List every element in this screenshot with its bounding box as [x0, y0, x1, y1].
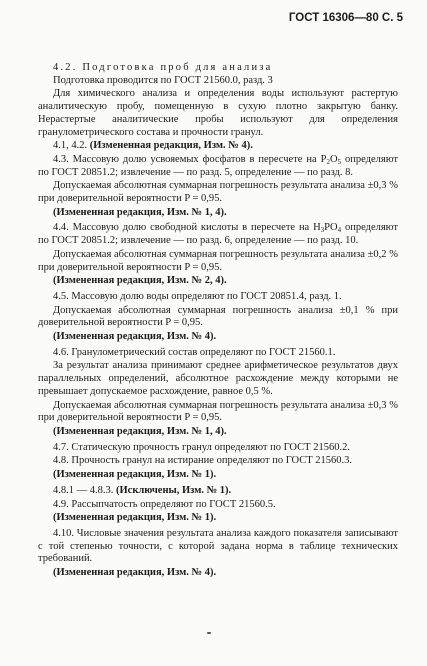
paragraph: Допускаемая абсолютная суммарная погрешность результата анализа ±0,3 % при доверительной вероятности P = 0,95.: [38, 399, 398, 424]
paragraph: Подготовка проводится по ГОСТ 21560.0, разд. 3: [53, 74, 273, 86]
paragraph: 4.4. Массовую долю свободной кислоты в пересчете на $H_3PO_4$ определяют по ГОСТ 20851.2; извлечение — по разд. 6, определение — по разд. 10.: [38, 222, 398, 247]
paragraph: Допускаемая абсолютная суммарная погрешность результата анализа ±0,3 % при доверительной вероятности P = 0,95.: [38, 180, 398, 205]
amendment-note: (Измененная редакция, Изм. № 4).: [53, 567, 217, 579]
paragraph: Допускаемая абсолютная суммарная погрешность анализа ±0,1 % при доверительной вероятности P = 0,95.: [38, 304, 398, 329]
paragraph: 4.7. Статическую прочность гранул определяют по ГОСТ 21560.2.: [53, 441, 350, 453]
paragraph: Допускаемая абсолютная суммарная погрешность результата анализа ±0,2 % при доверительной вероятности P = 0,95.: [38, 248, 398, 273]
amendment-note: (Измененная редакция, Изм. № 4).: [53, 331, 217, 343]
amendment-note: (Измененная редакция, Изм. № 1, 4).: [53, 425, 227, 437]
page-header: ГОСТ 16306—80 С. 5: [288, 12, 403, 24]
paragraph: 4.8.1 — 4.8.3. (Исключены, Изм. № 1).: [53, 484, 232, 496]
amendment-note: (Измененная редакция, Изм. № 1).: [53, 469, 217, 481]
paragraph: 4.1, 4.2. (Измененная редакция, Изм. № 4).: [53, 140, 253, 152]
document-body: [38, 62, 398, 581]
amendment-note: (Измененная редакция, Изм. № 4).: [89, 140, 253, 152]
amendment-note: (Измененная редакция, Изм. № 1, 4).: [53, 206, 227, 218]
amendment-note: (Измененная редакция, Изм. № 1).: [53, 512, 217, 524]
paragraph: За результат анализа принимают среднее арифметическое результатов двух параллельных определений, абсолютное расхождение между которыми не превышает допускаемое расхождение, равное 0,5 %.: [38, 360, 398, 397]
page-mark: [207, 632, 211, 634]
paragraph: Для химического анализа и определения воды используют растертую аналитическую пробу, помещенную в сухую плотно закрытую банку. Нерастертые аналитические пробы используют для определения гранулометрического состава и прочности гранул.: [38, 88, 398, 138]
paragraph: 4.10. Числовые значения результата анализа каждого показателя записывают с той степенью точности, с которой задана норма в таблице технических требований.: [38, 527, 398, 565]
paragraph: 4.6. Гранулометрический состав определяют по ГОСТ 21560.1.: [53, 346, 336, 358]
amendment-note: (Исключены, Изм. № 1).: [116, 484, 232, 496]
paragraph: 4.9. Рассыпчатость определяют по ГОСТ 21560.5.: [53, 498, 276, 510]
paragraph: 4.8. Прочность гранул на истирание определяют по ГОСТ 21560.3.: [53, 455, 353, 467]
amendment-note: (Измененная редакция, Изм. № 2, 4).: [53, 275, 227, 287]
paragraph: 4.5. Массовую долю воды определяют по ГОСТ 20851.4, разд. 1.: [53, 290, 342, 302]
section-title: 4.2. Подготовка проб для анализа: [53, 62, 273, 73]
paragraph: 4.3. Массовую долю усвояемых фосфатов в пересчете на $P_2O_5$ определяют по ГОСТ 20851.2; извлечение — по разд. 5, определение — по разд. 8.: [38, 153, 398, 178]
